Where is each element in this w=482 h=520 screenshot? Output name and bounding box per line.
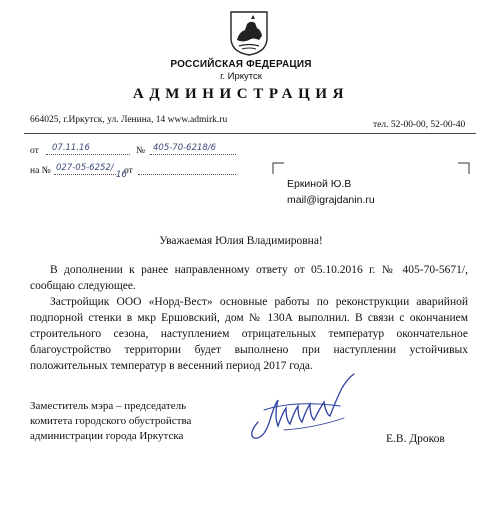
position-line-3: администрации города Иркутска bbox=[30, 430, 184, 442]
position-line-1: Заместитель мэра – председатель bbox=[30, 400, 187, 412]
reference-suffix: 16 bbox=[116, 170, 127, 180]
signatory-position bbox=[30, 399, 191, 444]
addressee-name: Еркиной Ю.В bbox=[287, 178, 352, 190]
city-title: г. Иркутск bbox=[220, 71, 262, 82]
number-label: № bbox=[136, 146, 146, 156]
date-label: от bbox=[30, 146, 39, 156]
addressee-email: mail@igrajdanin.ru bbox=[287, 194, 375, 206]
organization-title: АДМИНИСТРАЦИЯ bbox=[132, 86, 350, 102]
reference-date-field bbox=[138, 162, 236, 175]
reference-value: 027-05-6252/ bbox=[56, 163, 114, 173]
coat-of-arms-emblem bbox=[229, 10, 269, 56]
date-value: 07.11.16 bbox=[52, 143, 90, 153]
reference-date-label: от bbox=[124, 166, 133, 176]
addressee-corner-top-left bbox=[272, 162, 284, 174]
letter-paragraph-2: Застройщик ООО «Норд-Вест» основные работы по реконструкции аварийной подпорной стенки в мкр Ершовский, дом № 130А выполнил. В связи с окончанием строительного сезона, наступлением отрицательных температур окончательное благоустройство территории будет выполнено при наступлении устойчивых положительных температур в весенний период 2017 года. bbox=[30, 296, 468, 372]
number-value: 405-70-6218/6 bbox=[153, 143, 217, 153]
date-field bbox=[46, 142, 130, 155]
organization-address: 664025, г.Иркутск, ул. Ленина, 14 www.admirk.ru bbox=[30, 115, 228, 125]
letter-paragraph-1: В дополнении к ранее направленному ответу от 05.10.2016 г. № 405-70-5671/, сообщаю следующее. bbox=[30, 264, 468, 292]
handwritten-signature bbox=[244, 370, 364, 442]
letter-greeting: Уважаемая Юлия Владимировна! bbox=[159, 235, 323, 247]
addressee-corner-top-right bbox=[458, 162, 470, 174]
position-line-2: комитета городского обустройства bbox=[30, 415, 192, 427]
organization-phone: тел. 52-00-00, 52-00-40 bbox=[373, 120, 466, 130]
reference-label: на № bbox=[30, 166, 51, 176]
header-divider bbox=[24, 133, 476, 134]
signatory-name: Е.В. Дроков bbox=[386, 433, 445, 445]
country-title: РОССИЙСКАЯ ФЕДЕРАЦИЯ bbox=[170, 59, 312, 70]
number-field bbox=[150, 142, 236, 155]
reference-field bbox=[54, 162, 116, 175]
